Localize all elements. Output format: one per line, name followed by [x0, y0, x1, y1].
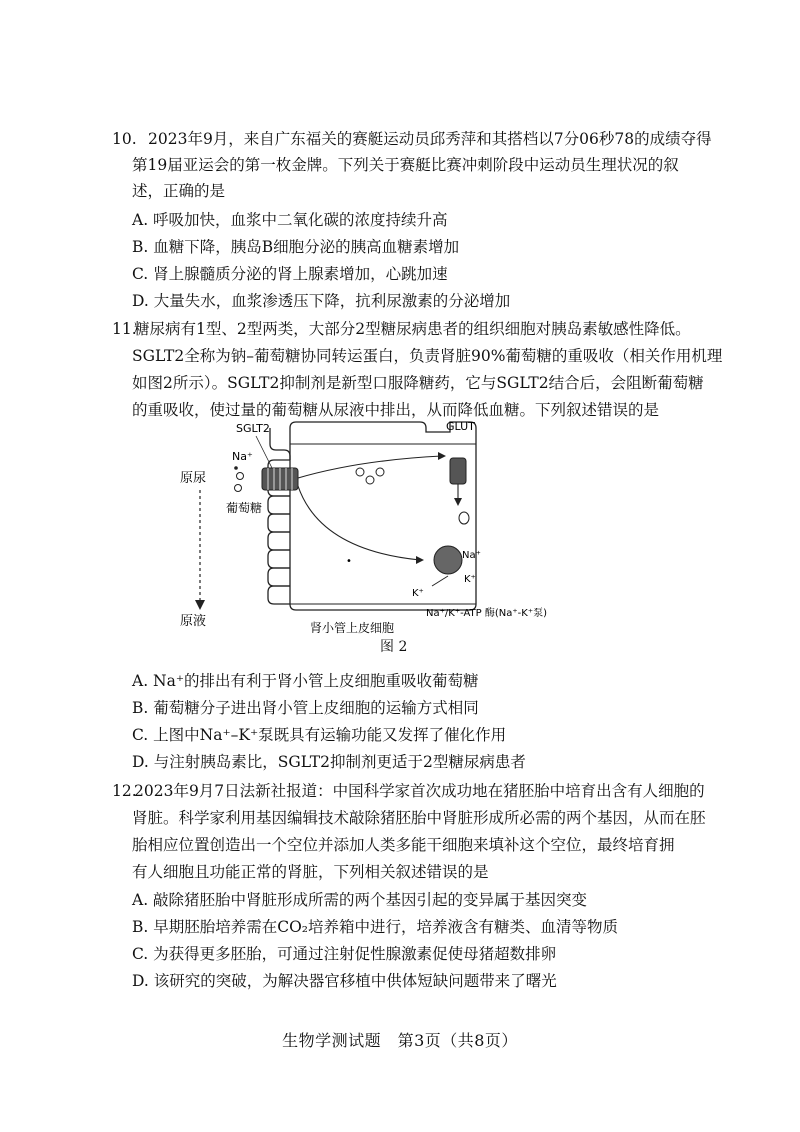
q10-option-b: B. 血糖下降，胰岛B细胞分泌的胰高血糖素增加: [132, 238, 460, 256]
q11-option-a: A. Na⁺的排出有利于肾小管上皮细胞重吸收葡萄糖: [132, 672, 479, 690]
label-na-left: Na⁺: [232, 450, 253, 463]
q12-option-d: D. 该研究的突破，为解决器官移植中供体短缺问题带来了曙光: [132, 972, 557, 990]
q10-line-1: 10. 2023年9月，来自广东福关的赛艇运动员邱秀萍和其搭档以7分06秒78的成绩夺得: [112, 130, 712, 148]
glucose-in-cell: [376, 468, 384, 476]
q11-line-2: SGLT2全称为钠–葡萄糖协同转运蛋白，负责肾脏90%葡萄糖的重吸收（相关作用机理: [132, 347, 723, 365]
label-cell: 肾小管上皮细胞: [310, 621, 395, 635]
glucose-path: [298, 456, 442, 478]
q10-line-2: 第19届亚运会的第一枚金牌。下列关于赛艇比赛冲刺阶段中运动员生理状况的叙: [132, 156, 679, 174]
cell-villi: [268, 428, 290, 604]
q11-line-3: 如图2所示）。SGLT2抑制剂是新型口服降糖药，它与SGLT2结合后，会阻断葡萄糖: [132, 374, 704, 392]
glucose-molecule: [237, 473, 244, 480]
figure-2-caption: 图 2: [380, 639, 408, 655]
q11-option-c: C. 上图中Na⁺–K⁺泵既具有运输功能又发挥了催化作用: [132, 726, 507, 744]
glut-transporter: [450, 458, 466, 484]
figure-2: [180, 420, 600, 660]
q12-line-1: 12.2023年9月7日法新社报道：中国科学家首次成功地在猪胚胎中培育出含有人细胞的: [112, 782, 705, 800]
q10-line-3: 述，正确的是: [132, 182, 226, 200]
svg-text:•: •: [346, 556, 352, 567]
q10-number: 10.: [112, 130, 137, 148]
q12-option-b: B. 早期胚胎培养需在CO₂培养箱中进行，培养液含有糖类、血清等物质: [132, 918, 619, 936]
q12-option-c: C. 为获得更多胚胎，可通过注射促性腺激素促使母猪超数排卵: [132, 945, 557, 963]
na-k-pump: [434, 546, 462, 574]
q10-option-a: A. 呼吸加快，血浆中二氧化碳的浓度持续升高: [132, 211, 448, 229]
label-k-left: K⁺: [412, 588, 424, 599]
label-sglt2: SGLT2: [236, 422, 270, 435]
q10-option-d: D. 大量失水，血浆渗透压下降，抗利尿激素的分泌增加: [132, 292, 511, 310]
label-glut: GLUT: [446, 420, 475, 433]
q11-line-1: 11.糖尿病有1型、2型两类，大部分2型糖尿病患者的组织细胞对胰岛素敏感性降低。: [112, 320, 691, 338]
q12-line-2: 肾脏。科学家利用基因编辑技术敲除猪胚胎中肾脏形成所必需的两个基因，从而在胚: [132, 809, 706, 827]
q12-option-a: A. 敲除猪胚胎中肾脏形成所需的两个基因引起的变异属于基因突变: [132, 891, 588, 909]
label-pump: Na⁺/K⁺-ATP 酶(Na⁺-K⁺泵): [426, 608, 547, 619]
sglt2-pointer: [256, 436, 274, 472]
glucose-in-cell: [356, 468, 364, 476]
label-k-right: K⁺: [464, 574, 476, 585]
q12-line-4: 有人细胞且功能正常的肾脏，下列相关叙述错误的是: [132, 863, 489, 881]
cell-outline: [290, 422, 476, 610]
na-ion: [234, 466, 238, 470]
glucose-out: [459, 512, 469, 524]
q11-line-4: 的重吸收，使过量的葡萄糖从尿液中排出，从而降低血糖。下列叙述错误的是: [132, 401, 660, 419]
q11-option-d: D. 与注射胰岛素比，SGLT2抑制剂更适于2型糖尿病患者: [132, 753, 526, 771]
q11-number: 11.: [112, 320, 137, 338]
kidney-cell-diagram: [180, 420, 600, 635]
q12-line-3: 胎相应位置创造出一个空位并添加人类多能干细胞来填补这个空位，最终培育拥: [132, 836, 675, 854]
label-glucose: 葡萄糖: [226, 501, 263, 515]
glucose-molecule: [235, 485, 242, 492]
q12-number: 12.: [112, 782, 137, 800]
label-na-right: Na⁺: [462, 550, 481, 561]
q11-option-b: B. 葡萄糖分子进出肾小管上皮细胞的运输方式相同: [132, 699, 479, 717]
label-yuanniao-top: 原尿: [180, 471, 207, 486]
page-footer: 生物学测试题 第3页（共8页）: [282, 1031, 518, 1050]
q10-option-c: C. 肾上腺髓质分泌的肾上腺素增加，心跳加速: [132, 265, 448, 283]
flow-arrow-head: [195, 600, 205, 610]
na-path: [298, 486, 420, 560]
glucose-in-cell: [366, 476, 374, 484]
label-yuanniao-bottom: 原液: [180, 614, 207, 629]
